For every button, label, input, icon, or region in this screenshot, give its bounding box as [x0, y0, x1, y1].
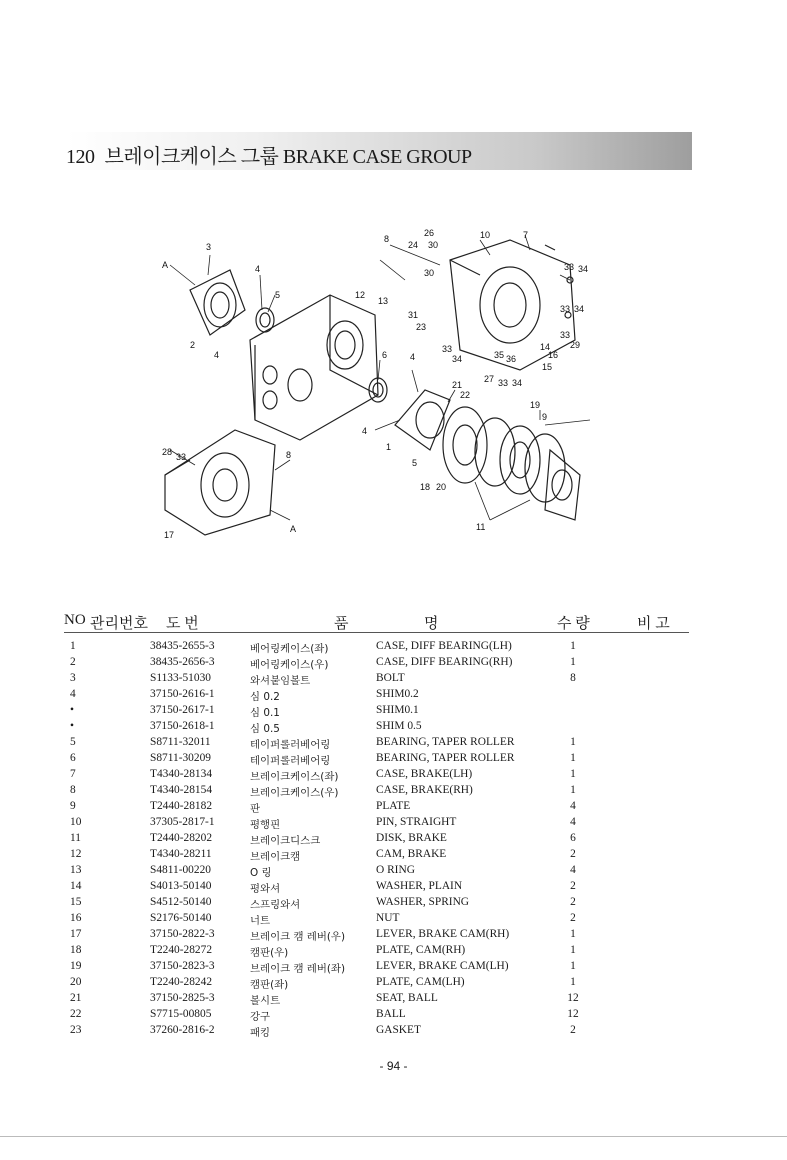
- callout-label: 33: [560, 330, 571, 340]
- row-name-kr: 와셔붙임볼트: [250, 675, 311, 687]
- table-row: [64, 992, 689, 1008]
- row-name-kr: 브레이크 캠 레버(우): [250, 931, 346, 943]
- row-no: 7: [70, 768, 76, 780]
- row-name-en: PLATE: [376, 800, 411, 812]
- callout-label: 4: [255, 264, 261, 274]
- table-row: [64, 1024, 689, 1040]
- row-name-en: GASKET: [376, 1024, 421, 1036]
- row-name-en: SHIM0.1: [376, 704, 419, 716]
- row-qty: 1: [570, 976, 576, 988]
- row-part-number: 37150-2825-3: [150, 992, 215, 1004]
- table-row: [64, 928, 689, 944]
- row-qty: 12: [567, 992, 579, 1004]
- row-no: 17: [70, 928, 82, 940]
- callout-label: 5: [275, 290, 281, 300]
- brake-case-lower-left: [165, 430, 275, 535]
- callout-label: 4: [410, 352, 416, 362]
- row-name-en: SHIM 0.5: [376, 720, 422, 732]
- callout-label: 6: [382, 350, 388, 360]
- row-part-number: T2440-28202: [150, 832, 213, 844]
- row-qty: 1: [570, 640, 576, 652]
- row-part-number: T2240-28272: [150, 944, 213, 956]
- row-part-number: S8711-30209: [150, 752, 211, 764]
- row-name-kr: 베어링케이스(좌): [250, 643, 329, 655]
- row-no: 10: [70, 816, 82, 828]
- table-row: [64, 704, 689, 720]
- row-name-kr: O 링: [250, 867, 272, 879]
- row-part-number: S4811-00220: [150, 864, 211, 876]
- table-row: [64, 640, 689, 656]
- row-part-number: S4013-50140: [150, 880, 212, 892]
- row-qty: 2: [570, 1024, 576, 1036]
- row-name-kr: 강구: [250, 1011, 271, 1023]
- row-name-kr: 캠판(좌): [250, 979, 289, 991]
- row-name-kr: 판: [250, 803, 261, 815]
- row-no: 3: [70, 672, 76, 684]
- callout-label: 23: [416, 322, 427, 332]
- row-qty: 6: [570, 832, 576, 844]
- callout-label: 28: [162, 447, 173, 457]
- row-qty: 4: [570, 800, 576, 812]
- row-qty: 1: [570, 768, 576, 780]
- row-qty: 1: [570, 752, 576, 764]
- callout-label: 22: [460, 390, 471, 400]
- callout-label: 36: [506, 354, 517, 364]
- row-no: •: [70, 704, 74, 716]
- row-no: 5: [70, 736, 76, 748]
- row-qty: 12: [567, 1008, 579, 1020]
- row-name-kr: 캠판(우): [250, 947, 289, 959]
- row-qty: 2: [570, 912, 576, 924]
- table-row: [64, 656, 689, 672]
- row-qty: 2: [570, 880, 576, 892]
- row-no: 15: [70, 896, 82, 908]
- callout-label: 34: [452, 354, 463, 364]
- table-row: [64, 880, 689, 896]
- row-name-en: WASHER, PLAIN: [376, 880, 463, 892]
- row-name-kr: 평와셔: [250, 883, 281, 895]
- callout-label: 8: [384, 234, 390, 244]
- row-name-kr: 테이퍼롤러베어링: [250, 739, 331, 751]
- table-row: [64, 944, 689, 960]
- row-no: 21: [70, 992, 82, 1004]
- row-no: 2: [70, 656, 76, 668]
- row-part-number: 38435-2656-3: [150, 656, 215, 668]
- row-name-kr: 브레이크케이스(좌): [250, 771, 339, 783]
- header-part: 도 번: [166, 616, 199, 632]
- row-name-en: PLATE, CAM(LH): [376, 976, 465, 988]
- row-qty: 1: [570, 736, 576, 748]
- row-no: 4: [70, 688, 76, 700]
- row-part-number: S1133-51030: [150, 672, 211, 684]
- callout-label: 10: [480, 230, 491, 240]
- row-no: 11: [70, 832, 81, 844]
- callout-label: A: [290, 524, 297, 534]
- table-header: [64, 612, 689, 632]
- row-name-kr: 브레이크캠: [250, 851, 301, 863]
- row-name-en: NUT: [376, 912, 400, 924]
- table-row: [64, 784, 689, 800]
- callout-label: 33: [176, 452, 187, 462]
- title-bar: [66, 132, 692, 170]
- row-name-en: BOLT: [376, 672, 405, 684]
- row-qty: 8: [570, 672, 576, 684]
- row-part-number: T2240-28242: [150, 976, 213, 988]
- row-no: 8: [70, 784, 76, 796]
- row-part-number: T4340-28154: [150, 784, 213, 796]
- table-row: [64, 976, 689, 992]
- exploded-parts-diagram: [150, 220, 610, 550]
- row-name-en: BEARING, TAPER ROLLER: [376, 752, 515, 764]
- row-no: 13: [70, 864, 82, 876]
- callout-label: 21: [452, 380, 463, 390]
- callout-label: 7: [523, 230, 529, 240]
- row-part-number: 37150-2823-3: [150, 960, 215, 972]
- callout-label: 34: [578, 264, 589, 274]
- row-name-en: SEAT, BALL: [376, 992, 438, 1004]
- row-part-number: 37150-2822-3: [150, 928, 215, 940]
- table-row: [64, 960, 689, 976]
- row-name-kr: 패킹: [250, 1027, 271, 1039]
- callout-label: 19: [530, 400, 541, 410]
- callout-label: 17: [164, 530, 175, 540]
- callout-label: 27: [484, 374, 495, 384]
- callout-label: 34: [512, 378, 523, 388]
- row-name-en: CASE, DIFF BEARING(LH): [376, 640, 512, 652]
- row-part-number: T4340-28211: [150, 848, 212, 860]
- row-name-en: LEVER, BRAKE CAM(LH): [376, 960, 509, 972]
- row-name-kr: 베어링케이스(우): [250, 659, 329, 671]
- row-no: 14: [70, 880, 82, 892]
- callout-label: 9: [542, 412, 548, 422]
- callout-label: 35: [494, 350, 505, 360]
- bottom-rule: [0, 1136, 787, 1137]
- row-part-number: 37305-2817-1: [150, 816, 215, 828]
- callout-label: 30: [424, 268, 435, 278]
- parts-table: [64, 640, 689, 1040]
- table-row: [64, 832, 689, 848]
- table-row: [64, 848, 689, 864]
- page-number: - 94 -: [379, 1059, 408, 1073]
- row-name-kr: 스프링와셔: [250, 899, 301, 911]
- row-name-en: BALL: [376, 1008, 406, 1020]
- row-qty: 2: [570, 848, 576, 860]
- row-qty: 1: [570, 944, 576, 956]
- row-name-en: PLATE, CAM(RH): [376, 944, 466, 956]
- row-name-kr: 심 0.2: [250, 691, 280, 703]
- row-name-kr: 볼시트: [250, 995, 281, 1007]
- row-part-number: S4512-50140: [150, 896, 212, 908]
- row-name-en: CAM, BRAKE: [376, 848, 447, 860]
- table-row: [64, 672, 689, 688]
- row-name-en: CASE, BRAKE(RH): [376, 784, 473, 796]
- row-name-en: DISK, BRAKE: [376, 832, 447, 844]
- row-name-en: O RING: [376, 864, 415, 876]
- row-name-kr: 평행핀: [250, 819, 281, 831]
- header-name-kr: 품: [334, 616, 349, 632]
- header-no: NO: [64, 612, 86, 628]
- table-row: [64, 896, 689, 912]
- row-no: 18: [70, 944, 82, 956]
- table-row: [64, 768, 689, 784]
- row-no: 1: [70, 640, 76, 652]
- row-qty: 4: [570, 864, 576, 876]
- row-part-number: 38435-2655-3: [150, 640, 215, 652]
- callout-label: 12: [355, 290, 366, 300]
- callout-label: 3: [206, 242, 212, 252]
- callout-label: 33: [560, 304, 571, 314]
- table-row: [64, 816, 689, 832]
- header-name-en: 명: [424, 616, 439, 632]
- row-part-number: T2440-28182: [150, 800, 213, 812]
- row-name-kr: 브레이크케이스(우): [250, 787, 339, 799]
- row-qty: 4: [570, 816, 576, 828]
- callout-label: 26: [424, 228, 435, 238]
- row-part-number: S2176-50140: [150, 912, 212, 924]
- row-name-kr: 심 0.1: [250, 707, 280, 719]
- row-no: 23: [70, 1024, 82, 1036]
- table-row: [64, 912, 689, 928]
- row-no: 12: [70, 848, 82, 860]
- table-row: [64, 1008, 689, 1024]
- callout-label: 2: [190, 340, 196, 350]
- row-no: 9: [70, 800, 76, 812]
- callout-label: 1: [386, 442, 392, 452]
- table-row: [64, 864, 689, 880]
- row-no: 22: [70, 1008, 82, 1020]
- row-name-kr: 브레이크디스크: [250, 835, 321, 847]
- row-name-kr: 브레이크 캠 레버(좌): [250, 963, 346, 975]
- row-part-number: 37260-2816-2: [150, 1024, 215, 1036]
- callout-label: 4: [214, 350, 220, 360]
- row-part-number: T4340-28134: [150, 768, 213, 780]
- row-qty: 1: [570, 784, 576, 796]
- header-rule: [64, 632, 689, 633]
- row-qty: 1: [570, 656, 576, 668]
- header-mgmt: 관리번호: [90, 616, 148, 632]
- callout-label: A: [162, 260, 169, 270]
- row-name-kr: 너트: [250, 915, 271, 927]
- callout-label: 33: [498, 378, 509, 388]
- table-row: [64, 752, 689, 768]
- row-qty: 1: [570, 960, 576, 972]
- callout-label: 24: [408, 240, 419, 250]
- callout-label: 8: [286, 450, 292, 460]
- header-qty: 수 량: [557, 616, 590, 632]
- bearing-and-shims: [369, 378, 450, 450]
- row-no: 6: [70, 752, 76, 764]
- callout-label: 34: [574, 304, 585, 314]
- brake-disk-stack: [443, 407, 580, 520]
- row-name-en: SHIM0.2: [376, 688, 419, 700]
- callout-label: 5: [412, 458, 418, 468]
- row-name-en: CASE, DIFF BEARING(RH): [376, 656, 513, 668]
- table-row: [64, 736, 689, 752]
- callout-label: 20: [436, 482, 447, 492]
- callout-label: 4: [362, 426, 368, 436]
- row-name-en: BEARING, TAPER ROLLER: [376, 736, 515, 748]
- callout-label: 33: [442, 344, 453, 354]
- row-name-en: CASE, BRAKE(LH): [376, 768, 473, 780]
- page-title: [66, 140, 472, 169]
- row-qty: 2: [570, 896, 576, 908]
- table-row: [64, 720, 689, 736]
- callout-label: 33: [564, 262, 575, 272]
- section-title: 브레이크케이스 그룹 BRAKE CASE GROUP: [104, 146, 472, 168]
- callout-label: 29: [570, 340, 581, 350]
- callout-label: 15: [542, 362, 553, 372]
- row-name-en: PIN, STRAIGHT: [376, 816, 457, 828]
- callout-label: 18: [420, 482, 431, 492]
- row-part-number: 37150-2617-1: [150, 704, 215, 716]
- table-row: [64, 688, 689, 704]
- row-part-number: S7715-00805: [150, 1008, 212, 1020]
- row-name-kr: 심 0.5: [250, 723, 280, 735]
- row-no: 19: [70, 960, 82, 972]
- callout-label: 31: [408, 310, 419, 320]
- row-part-number: S8711-32011: [150, 736, 211, 748]
- row-name-en: LEVER, BRAKE CAM(RH): [376, 928, 510, 940]
- callout-label: 16: [548, 350, 559, 360]
- row-qty: 1: [570, 928, 576, 940]
- row-part-number: 37150-2618-1: [150, 720, 215, 732]
- row-no: 16: [70, 912, 82, 924]
- callout-label: 13: [378, 296, 389, 306]
- table-row: [64, 800, 689, 816]
- row-no: 20: [70, 976, 82, 988]
- row-no: •: [70, 720, 74, 732]
- callout-label: 11: [476, 522, 486, 532]
- row-name-kr: 테이퍼롤러베어링: [250, 755, 331, 767]
- row-part-number: 37150-2616-1: [150, 688, 215, 700]
- header-remark: 비 고: [637, 616, 670, 632]
- row-name-en: WASHER, SPRING: [376, 896, 470, 908]
- section-number: 120: [66, 146, 95, 168]
- callout-label: 14: [540, 342, 551, 352]
- callout-label: 30: [428, 240, 439, 250]
